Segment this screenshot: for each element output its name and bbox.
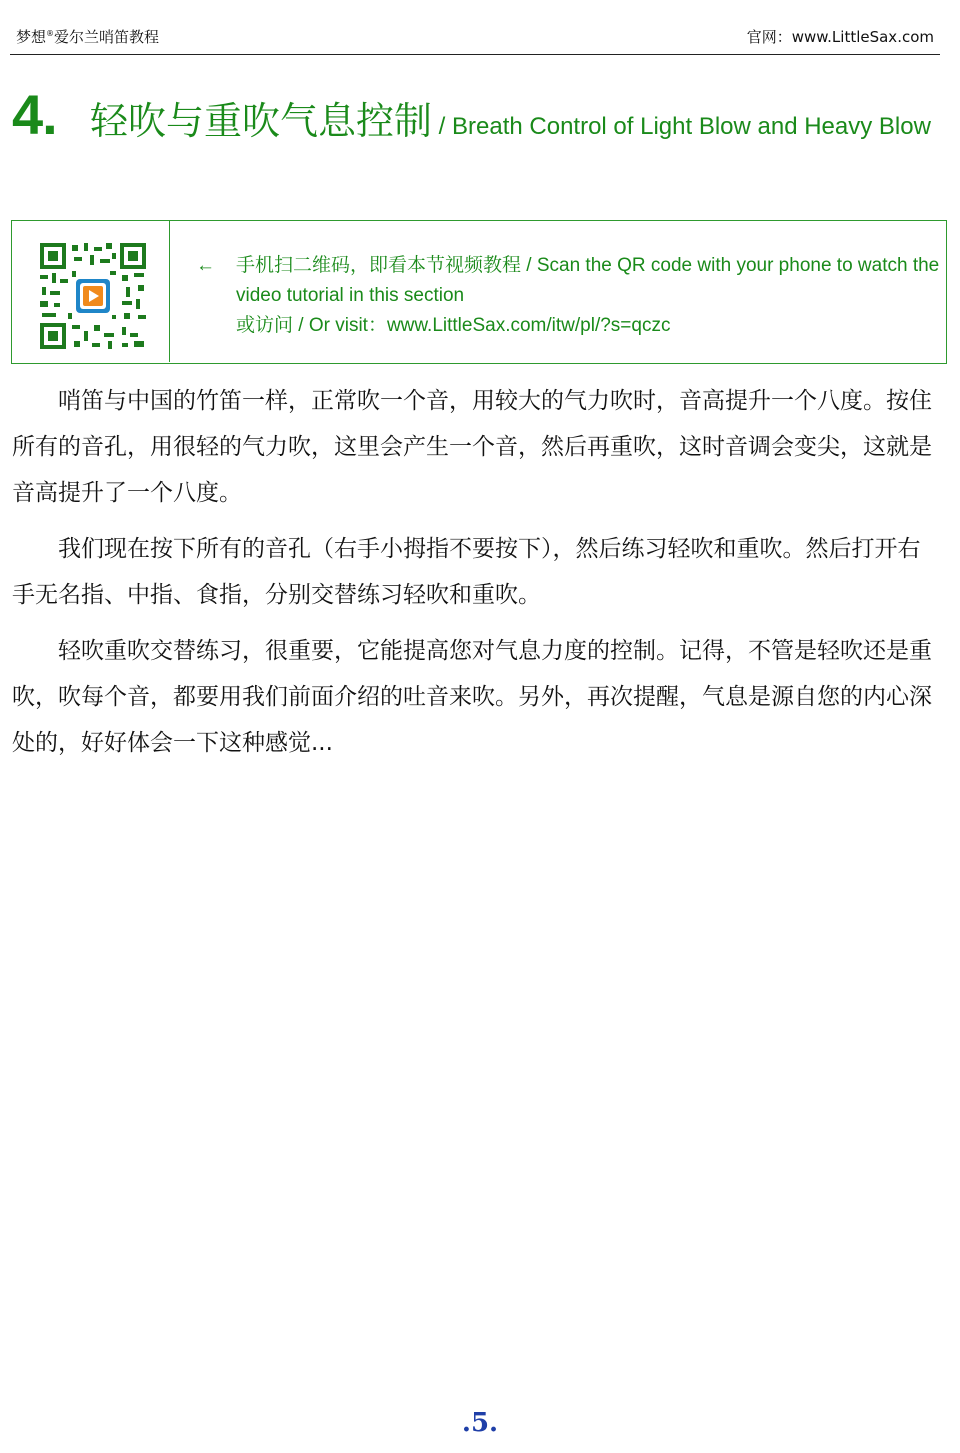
section-title-zh: 轻吹与重吹气息控制 <box>90 99 433 143</box>
qr-visit-link[interactable]: 或访问 / Or visit：www.LittleSax.com/itw/pl/?s=qczc <box>236 315 671 336</box>
paragraph: 轻吹重吹交替练习，很重要，它能提高您对气息力度的控制。记得，不管是轻吹还是重吹，吹每个音，都要用我们前面介绍的吐音来吹。另外，再次提醒，气息是源自您的内心深处的，好好体会一下这种感觉... <box>12 638 932 756</box>
page-number: .5. <box>461 1408 499 1438</box>
registered-mark: ® <box>46 29 55 38</box>
paragraph: 哨笛与中国的竹笛一样，正常吹一个音，用较大的气力吹时，音高提升一个八度。按住所有的音孔，用很轻的气力吹，这里会产生一个音，然后再重吹，这时音调会变尖，这就是音高提升了一个八度。 <box>12 388 932 506</box>
section-title-en: / Breath Control of Light Blow and Heavy Blow <box>432 113 931 140</box>
brand-title <box>16 26 159 47</box>
page-header <box>10 0 940 55</box>
paragraph: 我们现在按下所有的音孔（右手小拇指不要按下），然后练习轻吹和重吹。然后打开右手无名指、中指、食指，分别交替练习轻吹和重吹。 <box>12 536 921 608</box>
qr-instructions <box>196 251 941 341</box>
website-label[interactable]: 官网：www.LittleSax.com <box>746 28 934 46</box>
section-title <box>90 98 940 152</box>
brand-name: 梦想 <box>16 28 47 46</box>
body-text <box>12 378 940 776</box>
brand-subtitle: 爱尔兰哨笛教程 <box>54 28 160 46</box>
qr-code-icon[interactable] <box>38 241 148 351</box>
section-number: 4. <box>12 83 57 146</box>
left-arrow-icon: ← <box>196 255 215 276</box>
qr-code-cell <box>12 221 170 362</box>
qr-scan-instruction: 手机扫二维码，即看本节视频教程 / Scan the QR code with your phone to watch the video tutorial in this section <box>236 255 940 306</box>
qr-callout <box>11 220 947 364</box>
